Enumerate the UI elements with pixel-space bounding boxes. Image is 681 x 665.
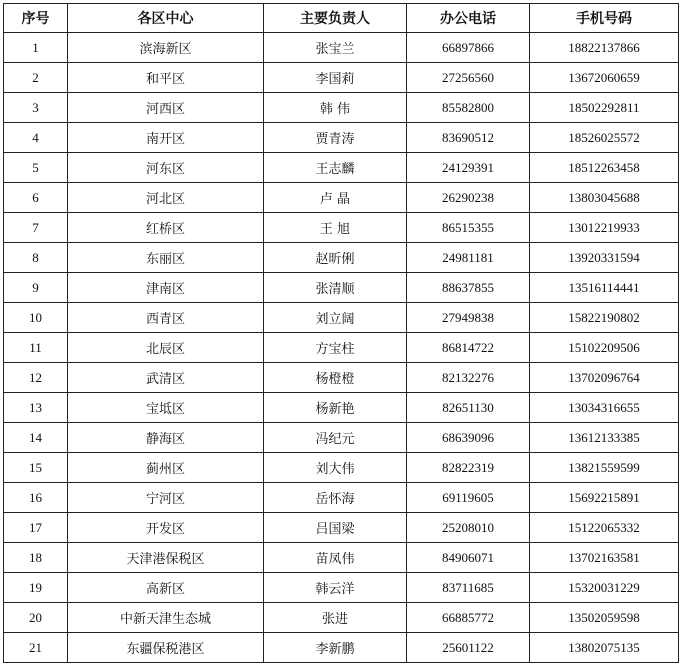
cell-office-phone: 82822319	[407, 453, 530, 483]
cell-district: 南开区	[68, 123, 264, 153]
cell-office-phone: 82132276	[407, 363, 530, 393]
cell-district: 宁河区	[68, 483, 264, 513]
cell-person: 刘大伟	[264, 453, 407, 483]
cell-mobile: 18526025572	[530, 123, 679, 153]
cell-seq: 21	[4, 633, 68, 663]
cell-person: 杨新艳	[264, 393, 407, 423]
cell-seq: 17	[4, 513, 68, 543]
header-mobile: 手机号码	[530, 4, 679, 33]
cell-office-phone: 88637855	[407, 273, 530, 303]
table-row	[4, 543, 679, 573]
cell-person: 岳怀海	[264, 483, 407, 513]
cell-district: 东丽区	[68, 243, 264, 273]
cell-seq: 1	[4, 33, 68, 63]
cell-seq: 8	[4, 243, 68, 273]
cell-person: 苗凤伟	[264, 543, 407, 573]
cell-mobile: 18822137866	[530, 33, 679, 63]
cell-mobile: 15320031229	[530, 573, 679, 603]
cell-office-phone: 24129391	[407, 153, 530, 183]
cell-office-phone: 25208010	[407, 513, 530, 543]
cell-district: 蓟州区	[68, 453, 264, 483]
cell-mobile: 15102209506	[530, 333, 679, 363]
cell-person: 李国莉	[264, 63, 407, 93]
table-row	[4, 423, 679, 453]
cell-mobile: 15122065332	[530, 513, 679, 543]
cell-seq: 3	[4, 93, 68, 123]
table-row	[4, 153, 679, 183]
cell-district: 开发区	[68, 513, 264, 543]
cell-office-phone: 66897866	[407, 33, 530, 63]
table-row	[4, 393, 679, 423]
header-office-phone: 办公电话	[407, 4, 530, 33]
cell-mobile: 13012219933	[530, 213, 679, 243]
cell-office-phone: 26290238	[407, 183, 530, 213]
cell-mobile: 15692215891	[530, 483, 679, 513]
cell-seq: 18	[4, 543, 68, 573]
cell-district: 河北区	[68, 183, 264, 213]
table-row	[4, 333, 679, 363]
cell-district: 中新天津生态城	[68, 603, 264, 633]
cell-seq: 11	[4, 333, 68, 363]
cell-district: 天津港保税区	[68, 543, 264, 573]
cell-seq: 10	[4, 303, 68, 333]
cell-office-phone: 69119605	[407, 483, 530, 513]
table-row	[4, 33, 679, 63]
table-row	[4, 123, 679, 153]
cell-office-phone: 83711685	[407, 573, 530, 603]
cell-office-phone: 86515355	[407, 213, 530, 243]
cell-mobile: 13672060659	[530, 63, 679, 93]
cell-seq: 9	[4, 273, 68, 303]
cell-seq: 19	[4, 573, 68, 603]
cell-person: 卢 晶	[264, 183, 407, 213]
cell-mobile: 13702163581	[530, 543, 679, 573]
table-row	[4, 453, 679, 483]
cell-district: 静海区	[68, 423, 264, 453]
header-district: 各区中心	[68, 4, 264, 33]
cell-district: 高新区	[68, 573, 264, 603]
table-row	[4, 273, 679, 303]
cell-mobile: 13821559599	[530, 453, 679, 483]
cell-office-phone: 86814722	[407, 333, 530, 363]
cell-mobile: 18502292811	[530, 93, 679, 123]
header-seq: 序号	[4, 4, 68, 33]
cell-mobile: 13502059598	[530, 603, 679, 633]
table-row	[4, 303, 679, 333]
cell-seq: 5	[4, 153, 68, 183]
cell-seq: 2	[4, 63, 68, 93]
cell-office-phone: 85582800	[407, 93, 530, 123]
header-person: 主要负责人	[264, 4, 407, 33]
cell-district: 武清区	[68, 363, 264, 393]
cell-district: 北辰区	[68, 333, 264, 363]
cell-person: 韩 伟	[264, 93, 407, 123]
cell-mobile: 13920331594	[530, 243, 679, 273]
cell-person: 冯纪元	[264, 423, 407, 453]
cell-office-phone: 27256560	[407, 63, 530, 93]
table-row	[4, 513, 679, 543]
cell-person: 张进	[264, 603, 407, 633]
cell-person: 张清顺	[264, 273, 407, 303]
cell-mobile: 13034316655	[530, 393, 679, 423]
cell-seq: 7	[4, 213, 68, 243]
cell-office-phone: 83690512	[407, 123, 530, 153]
cell-district: 和平区	[68, 63, 264, 93]
cell-district: 西青区	[68, 303, 264, 333]
table-row	[4, 63, 679, 93]
cell-office-phone: 84906071	[407, 543, 530, 573]
cell-office-phone: 68639096	[407, 423, 530, 453]
cell-mobile: 13803045688	[530, 183, 679, 213]
cell-person: 王志麟	[264, 153, 407, 183]
cell-person: 吕国梁	[264, 513, 407, 543]
table-row	[4, 93, 679, 123]
cell-person: 李新鹏	[264, 633, 407, 663]
cell-mobile: 13516114441	[530, 273, 679, 303]
cell-seq: 14	[4, 423, 68, 453]
cell-office-phone: 82651130	[407, 393, 530, 423]
cell-district: 河西区	[68, 93, 264, 123]
cell-district: 河东区	[68, 153, 264, 183]
table-row	[4, 213, 679, 243]
cell-person: 贾青涛	[264, 123, 407, 153]
cell-person: 赵昕俐	[264, 243, 407, 273]
table-body	[4, 33, 679, 663]
cell-office-phone: 66885772	[407, 603, 530, 633]
cell-district: 津南区	[68, 273, 264, 303]
cell-district: 宝坻区	[68, 393, 264, 423]
cell-seq: 13	[4, 393, 68, 423]
cell-person: 杨橙橙	[264, 363, 407, 393]
table-row	[4, 183, 679, 213]
cell-district: 红桥区	[68, 213, 264, 243]
cell-mobile: 13802075135	[530, 633, 679, 663]
cell-seq: 12	[4, 363, 68, 393]
cell-seq: 15	[4, 453, 68, 483]
cell-district: 东疆保税港区	[68, 633, 264, 663]
cell-person: 韩云洋	[264, 573, 407, 603]
cell-office-phone: 25601122	[407, 633, 530, 663]
cell-mobile: 13612133385	[530, 423, 679, 453]
cell-office-phone: 27949838	[407, 303, 530, 333]
cell-mobile: 18512263458	[530, 153, 679, 183]
cell-seq: 16	[4, 483, 68, 513]
cell-seq: 6	[4, 183, 68, 213]
cell-seq: 4	[4, 123, 68, 153]
cell-person: 张宝兰	[264, 33, 407, 63]
table-row	[4, 633, 679, 663]
cell-person: 方宝柱	[264, 333, 407, 363]
cell-mobile: 13702096764	[530, 363, 679, 393]
table-row	[4, 243, 679, 273]
table-header-row	[4, 4, 679, 33]
cell-office-phone: 24981181	[407, 243, 530, 273]
table-row	[4, 363, 679, 393]
cell-person: 王 旭	[264, 213, 407, 243]
cell-person: 刘立阔	[264, 303, 407, 333]
contacts-table	[3, 3, 679, 663]
table-row	[4, 603, 679, 633]
cell-seq: 20	[4, 603, 68, 633]
table-row	[4, 573, 679, 603]
table-row	[4, 483, 679, 513]
cell-mobile: 15822190802	[530, 303, 679, 333]
cell-district: 滨海新区	[68, 33, 264, 63]
